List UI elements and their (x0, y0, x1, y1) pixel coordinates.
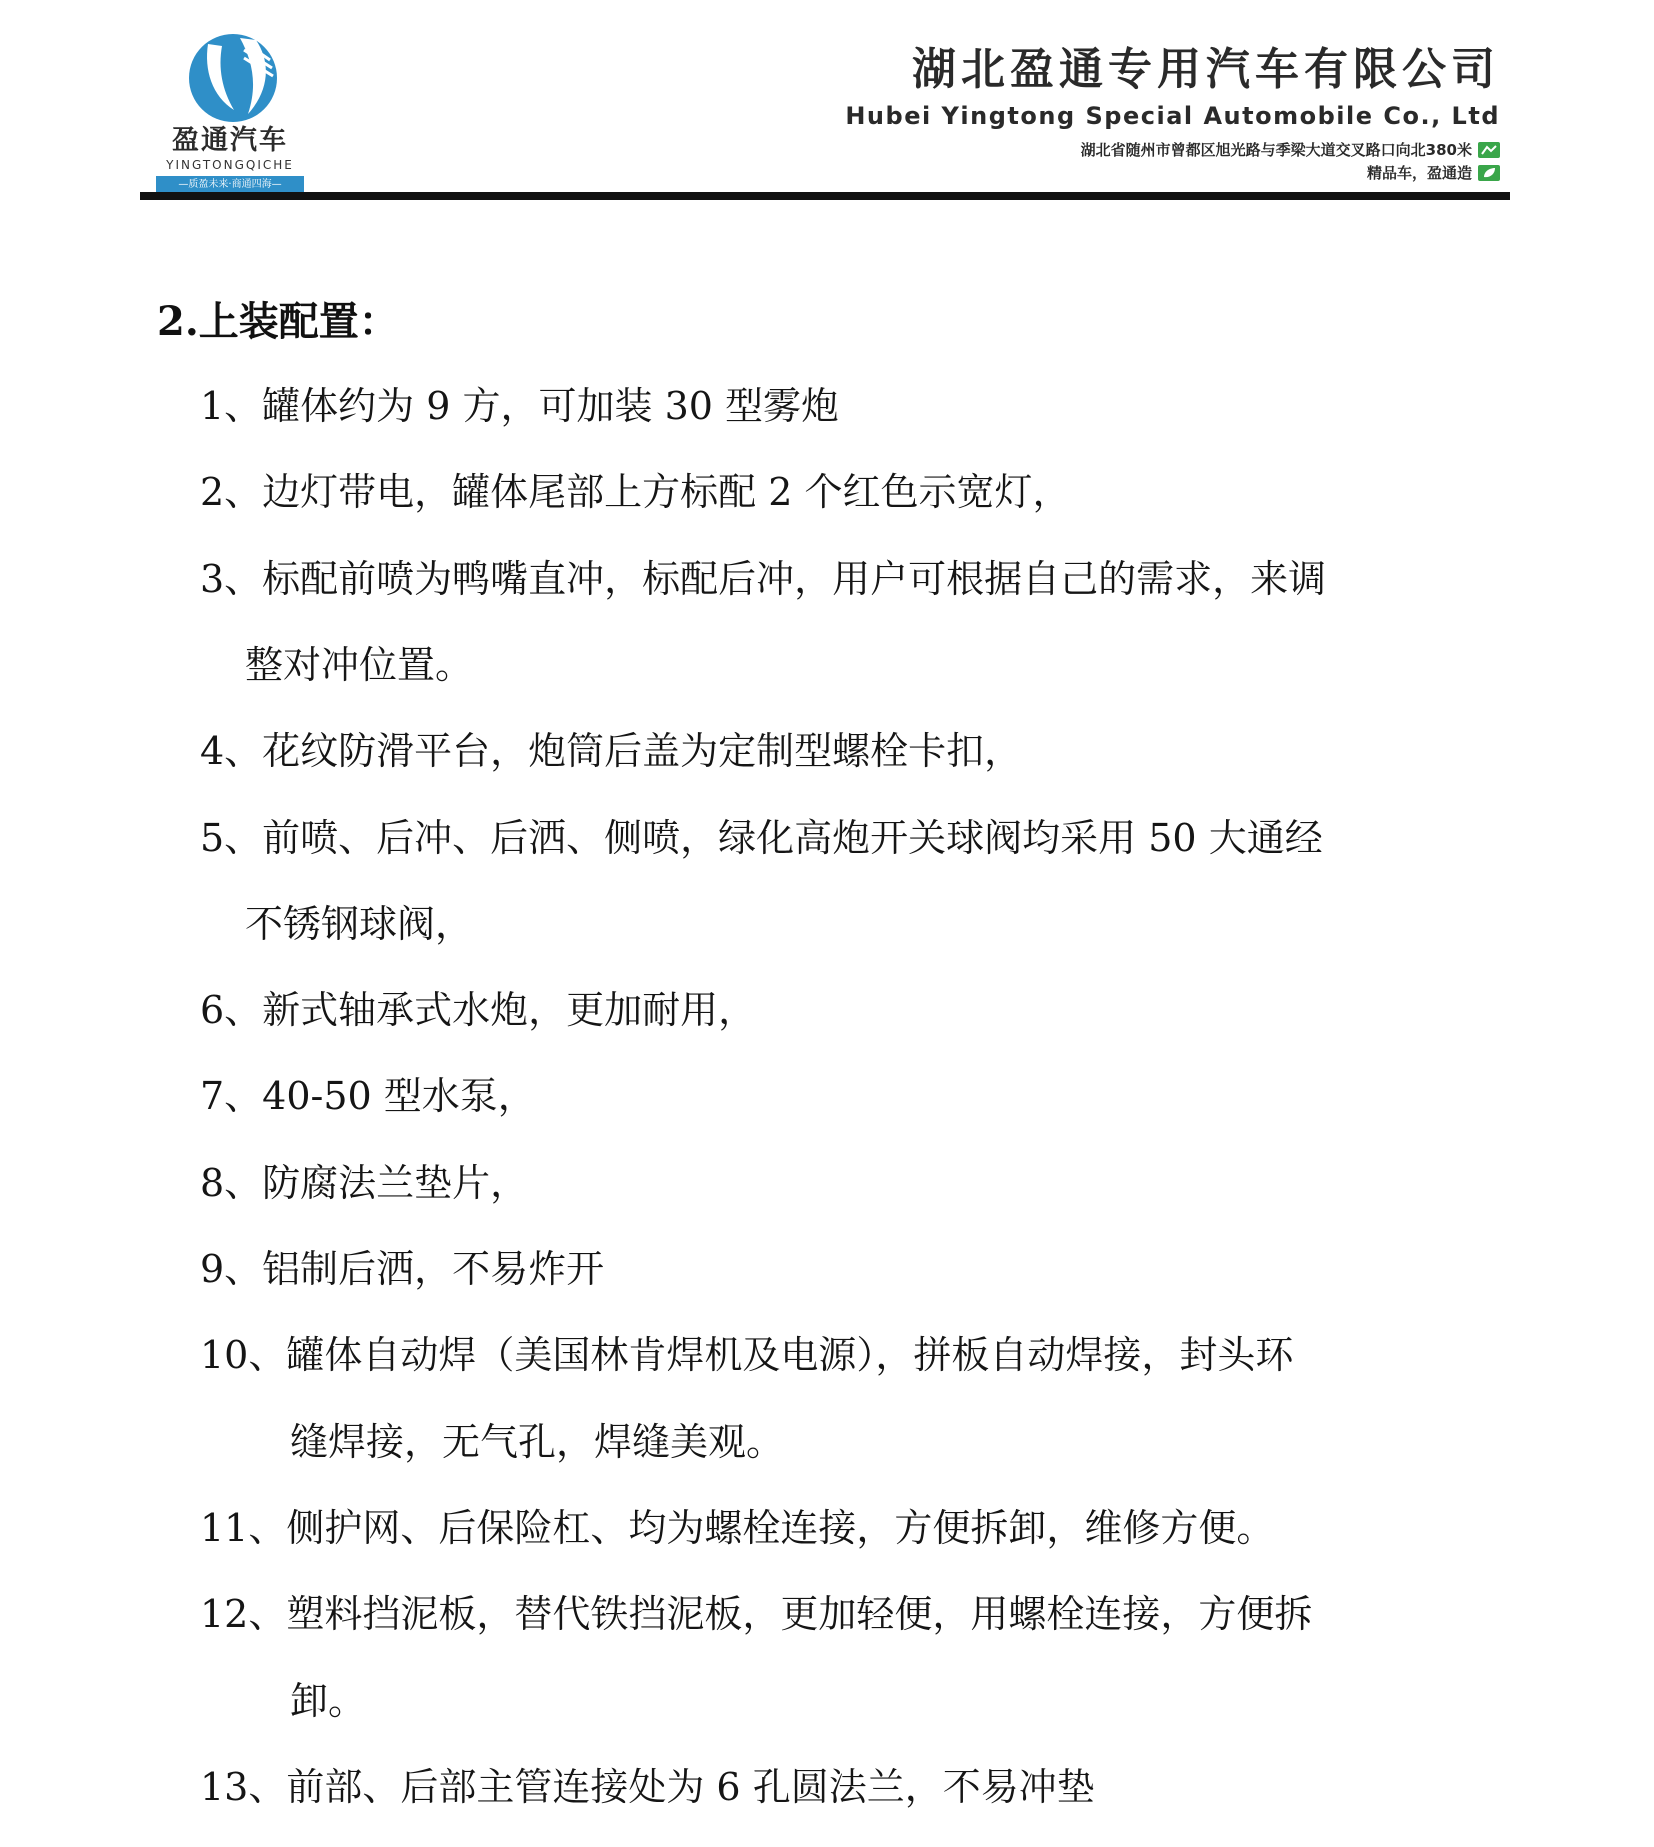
logo-name-pinyin: YINGTONGQICHE (166, 158, 294, 172)
leaf-icon (1478, 165, 1500, 181)
list-item: 6、新式轴承式水炮，更加耐用， (200, 988, 757, 1033)
list-item-continuation: 不锈钢球阀， (245, 901, 474, 946)
list-item-continuation: 卸。 (290, 1678, 367, 1723)
list-item: 8、防腐法兰垫片， (200, 1160, 529, 1205)
list-item: 2、边灯带电，罐体尾部上方标配 2 个红色示宽灯， (200, 470, 1071, 515)
company-name-cn: 湖北盈通专用汽车有限公司 (912, 44, 1500, 95)
company-logo (156, 30, 304, 190)
list-item: 9、铝制后洒，不易炸开 (200, 1247, 605, 1291)
list-item: 7、40-50 型水泵， (200, 1074, 536, 1119)
list-item-continuation: 缝焊接，无气孔，焊缝美观。 (290, 1419, 785, 1464)
company-tagline (1367, 163, 1500, 183)
company-tagline-text: 精品车，盈通造 (1366, 164, 1472, 182)
list-item: 3、标配前喷为鸭嘴直冲，标配后冲，用户可根据自己的需求，来调 (200, 556, 1327, 601)
list-item: 12、塑料挡泥板，替代铁挡泥板，更加轻便，用螺栓连接，方便拆 (200, 1592, 1313, 1637)
list-item: 5、前喷、后冲、后洒、侧喷，绿化高炮开关球阀均采用 50 大通经 (200, 815, 1323, 860)
company-address-text: 湖北省随州市曾都区旭光路与季梁大道交叉路口向北380米 (1080, 141, 1472, 159)
company-address (1081, 140, 1500, 160)
company-name-en: Hubei Yingtong Special Automobile Co., Ltd (845, 102, 1500, 130)
header-divider (140, 192, 1510, 200)
list-item: 1、罐体约为 9 方，可加装 30 型雾炮 (200, 384, 840, 428)
list-item: 11、侧护网、后保险杠、均为螺栓连接，方便拆卸，维修方便。 (200, 1505, 1275, 1550)
list-item: 10、罐体自动焊（美国林肯焊机及电源），拼板自动焊接，封头环 (200, 1333, 1294, 1378)
letterhead (140, 22, 1510, 200)
logo-slogan: —质盈未来·商通四海— (156, 176, 304, 193)
list-item-continuation: 整对冲位置。 (245, 642, 474, 687)
logo-name-cn: 盈通汽车 (172, 125, 288, 156)
list-item: 13、前部、后部主管连接处为 6 孔圆法兰，不易冲垫 (200, 1764, 1095, 1809)
map-pin-icon (1478, 142, 1500, 158)
section-title: 2.上装配置： (157, 298, 399, 345)
list-item: 4、花纹防滑平台，炮筒后盖为定制型螺栓卡扣， (200, 729, 1023, 774)
yingtong-logo-icon (178, 30, 288, 126)
